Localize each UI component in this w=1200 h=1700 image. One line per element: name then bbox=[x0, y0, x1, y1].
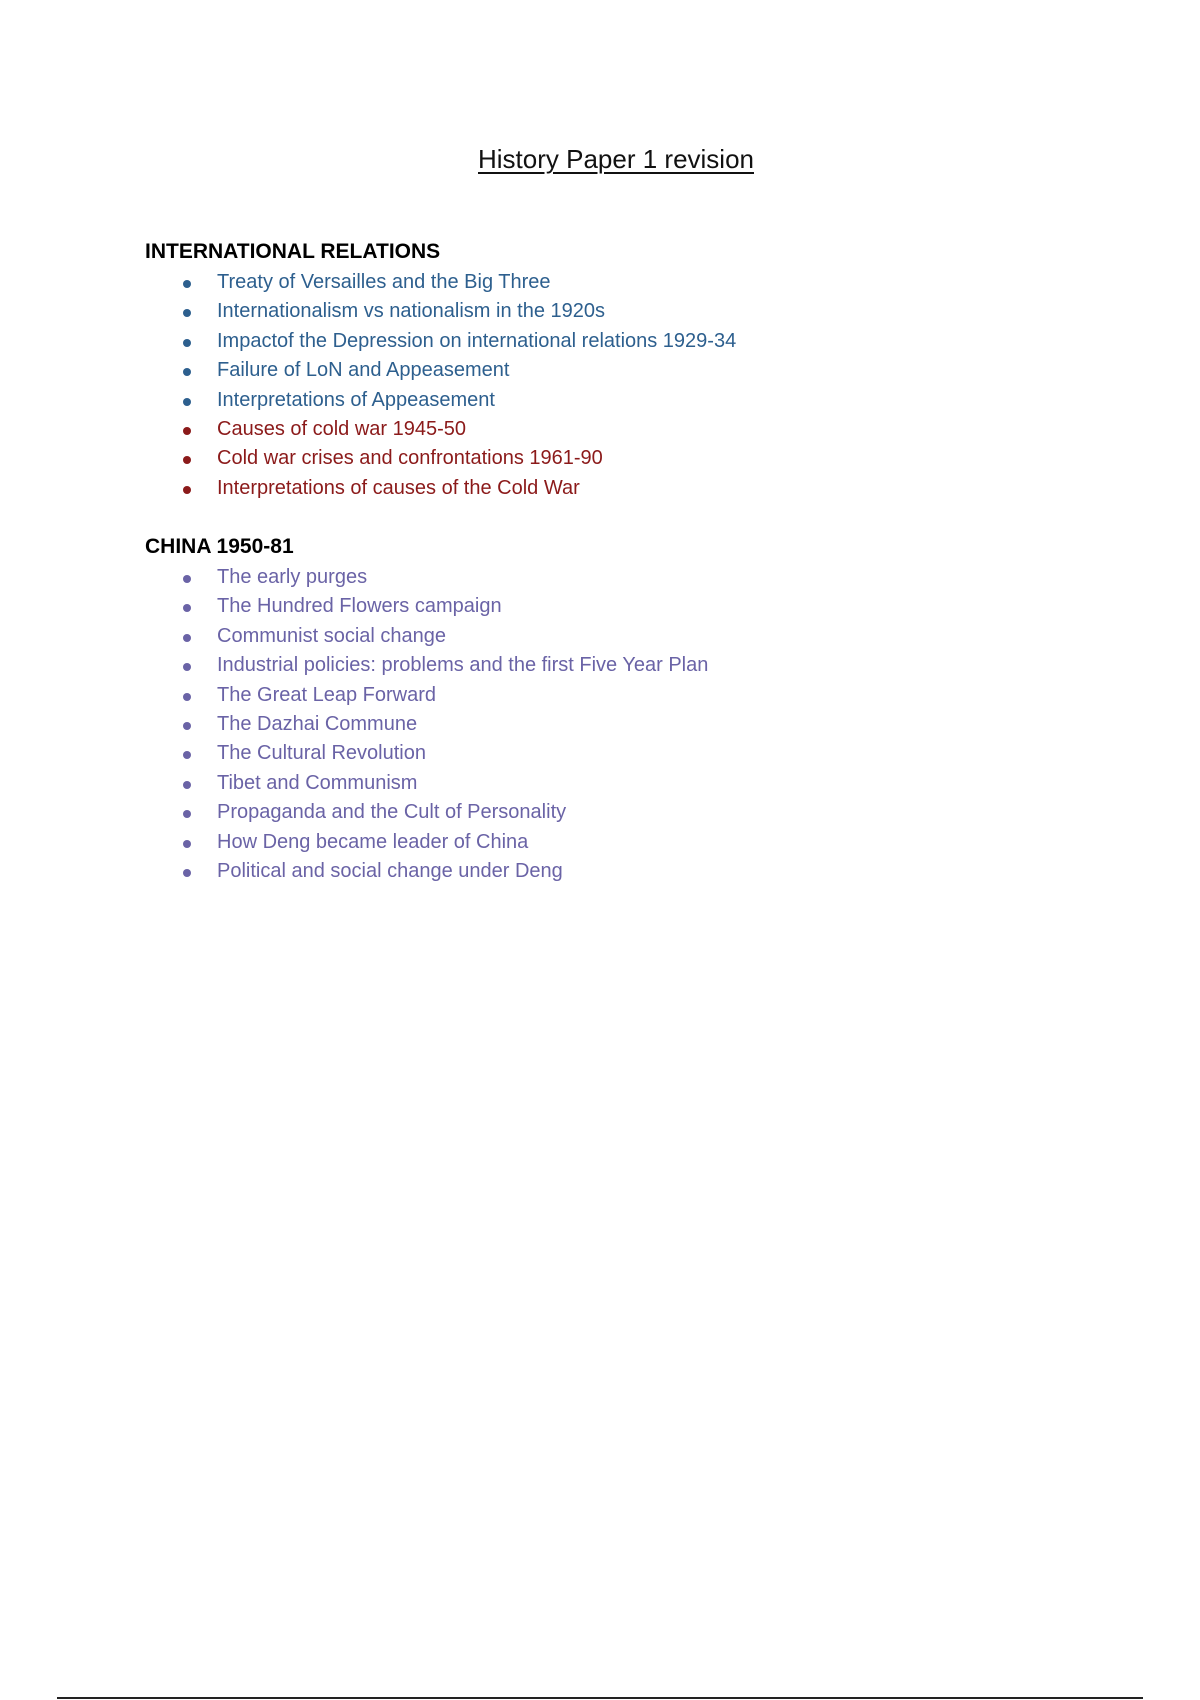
section-heading: INTERNATIONAL RELATIONS bbox=[145, 240, 441, 263]
list-item bbox=[145, 415, 736, 444]
bullet-icon bbox=[183, 280, 191, 288]
list-item bbox=[145, 798, 708, 827]
list-item-text: Cold war crises and confrontations 1961-90 bbox=[217, 447, 603, 470]
topic-list bbox=[145, 563, 708, 886]
list-item bbox=[145, 356, 736, 385]
bullet-icon bbox=[183, 575, 191, 583]
list-item-text: Propaganda and the Cult of Personality bbox=[217, 801, 567, 824]
section-international-relations bbox=[145, 238, 736, 503]
list-item bbox=[145, 739, 708, 768]
bullet-icon bbox=[183, 663, 191, 671]
list-item bbox=[145, 681, 708, 710]
bullet-icon bbox=[183, 810, 191, 818]
list-item bbox=[145, 327, 736, 356]
list-item bbox=[145, 297, 736, 326]
topic-list bbox=[145, 268, 736, 503]
bullet-icon bbox=[183, 368, 191, 376]
bullet-icon bbox=[183, 634, 191, 642]
list-item bbox=[145, 386, 736, 415]
list-item-text: Interpretations of Appeasement bbox=[217, 388, 495, 411]
list-item-text: Political and social change under Deng bbox=[217, 860, 563, 883]
list-item bbox=[145, 592, 708, 621]
list-item bbox=[145, 828, 708, 857]
bullet-icon bbox=[183, 693, 191, 701]
list-item-text: The Cultural Revolution bbox=[217, 742, 426, 765]
list-item-text: Tibet and Communism bbox=[217, 771, 418, 794]
list-item-text: How Deng became leader of China bbox=[217, 830, 529, 853]
bullet-icon bbox=[183, 604, 191, 612]
list-item-text: The Hundred Flowers campaign bbox=[217, 595, 502, 618]
bullet-icon bbox=[183, 840, 191, 848]
list-item-text: Impactof the Depression on international relations 1929-34 bbox=[217, 329, 737, 352]
bullet-icon bbox=[183, 869, 191, 877]
bullet-icon bbox=[183, 427, 191, 435]
bullet-icon bbox=[183, 456, 191, 464]
list-item-text: The early purges bbox=[217, 566, 368, 588]
list-item-text: Failure of LoN and Appeasement bbox=[217, 359, 510, 382]
list-item-text: Industrial policies: problems and the first Five Year Plan bbox=[217, 654, 709, 677]
list-item-text: Communist social change bbox=[217, 624, 446, 647]
bullet-icon bbox=[183, 781, 191, 789]
list-item bbox=[145, 769, 708, 798]
list-item-text: Causes of cold war 1945-50 bbox=[217, 418, 467, 441]
list-item bbox=[145, 622, 708, 651]
list-item-text: The Great Leap Forward bbox=[217, 683, 436, 706]
bullet-icon bbox=[183, 486, 191, 494]
list-item-text: Internationalism vs nationalism in the 1920s bbox=[217, 300, 605, 323]
section-china bbox=[145, 533, 708, 886]
bullet-icon bbox=[183, 722, 191, 730]
bullet-icon bbox=[183, 398, 191, 406]
list-item bbox=[145, 710, 708, 739]
bottom-divider bbox=[57, 1697, 1143, 1699]
list-item-text: Treaty of Versailles and the Big Three bbox=[217, 271, 551, 293]
list-item bbox=[145, 444, 736, 473]
bullet-icon bbox=[183, 339, 191, 347]
list-item bbox=[145, 268, 736, 297]
list-item bbox=[145, 563, 708, 592]
list-item bbox=[145, 651, 708, 680]
bullet-icon bbox=[183, 309, 191, 317]
list-item-text: The Dazhai Commune bbox=[217, 713, 418, 736]
page-title: History Paper 1 revision bbox=[478, 144, 754, 174]
section-heading: CHINA 1950-81 bbox=[145, 535, 294, 558]
list-item bbox=[145, 857, 708, 886]
list-item bbox=[145, 474, 736, 503]
list-item-text: Interpretations of causes of the Cold War bbox=[217, 476, 580, 499]
bullet-icon bbox=[183, 751, 191, 759]
